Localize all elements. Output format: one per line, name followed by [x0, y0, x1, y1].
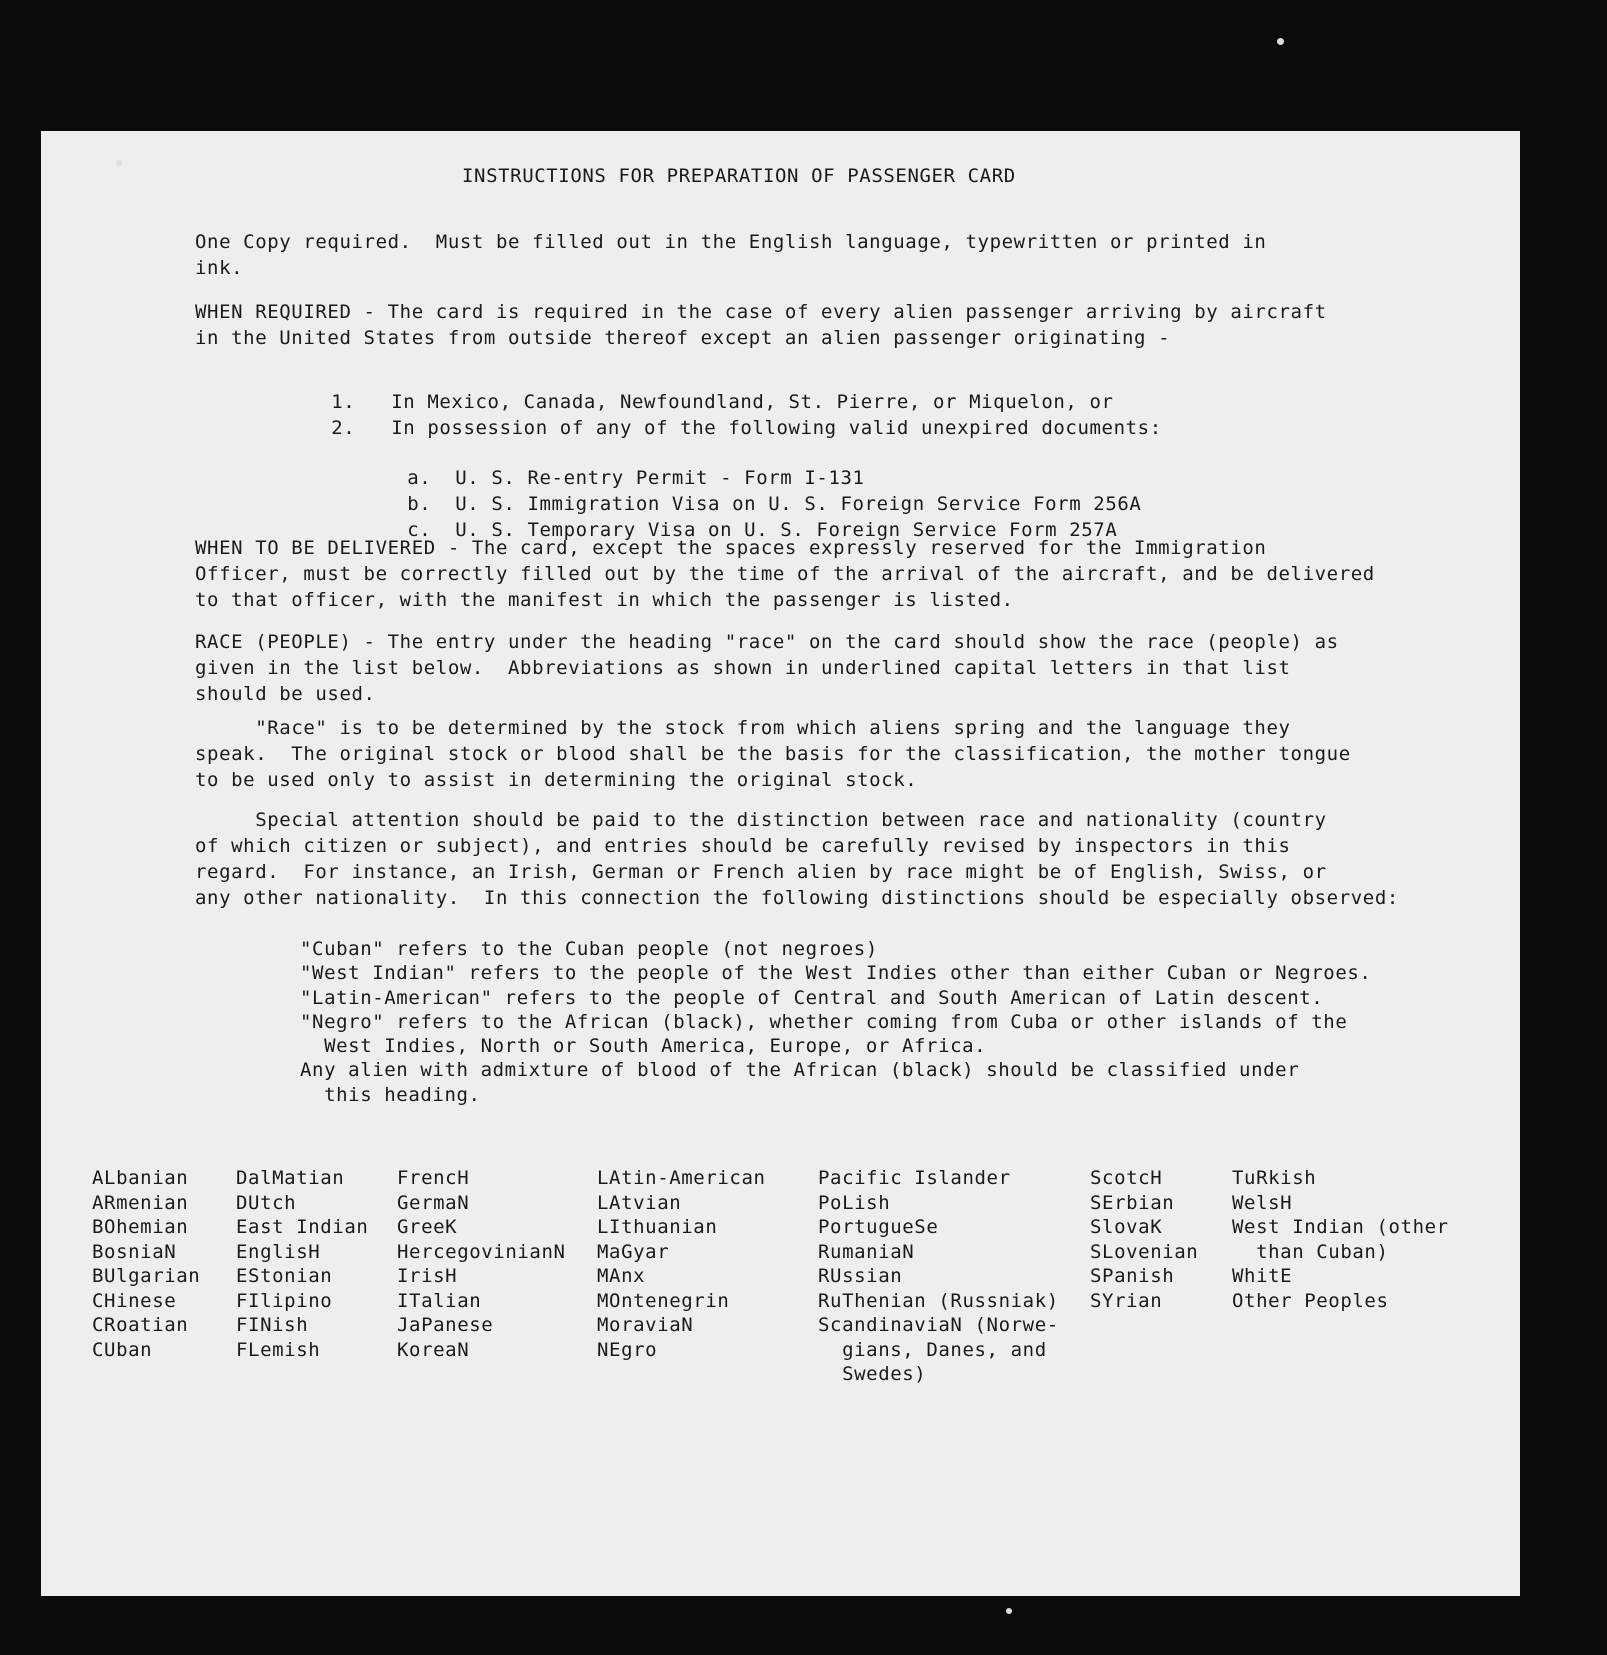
race-column-4: [597, 1166, 766, 1362]
race-item: MaGyar: [597, 1240, 670, 1263]
race-item: CUban: [92, 1338, 153, 1361]
race-item: FLemish: [236, 1338, 321, 1361]
scan-speck: [1006, 1608, 1012, 1614]
intro-paragraph: One Copy required. Must be filled out in the English language, typewritten or printed in ink.: [195, 231, 1267, 279]
document-item-letter: a.: [407, 467, 432, 489]
race-people-paragraph: RACE (PEOPLE) - The entry under the heading "race" on the card should show the race (people) as given in the list below. Abbreviations as shown in underlined capital letters in that list should be used.: [195, 631, 1339, 705]
when-delivered-paragraph: WHEN TO BE DELIVERED - The card, except the spaces expressly reserved for the Immigration Officer, must be correctly filled out by the time of the arrival of the aircraft, and be delivered to that officer, with the manifest in which the passenger is listed.: [195, 537, 1375, 611]
distinctions-list: "Cuban" refers to the Cuban people (not negroes) "West Indian" refers to the people of the West Indies other than either Cuban or Negroes. "Latin-American" refers to the people of Central and South American of Latin descent. "Negro" refers to the African (black), whether coming from Cuba or other islands of the West Indies, North or South America, Europe, or Africa. Any alien with admixture of blood of the African (black) should be classified under this heading.: [300, 938, 1372, 1106]
race-column-3: [397, 1166, 566, 1362]
race-item: PoLish: [818, 1191, 891, 1214]
race-column-6: [1090, 1166, 1198, 1313]
race-item: SLovenian: [1090, 1240, 1199, 1263]
originating-item-text: In possession of any of the following valid unexpired documents:: [391, 417, 1162, 439]
race-item: ScotcH: [1090, 1167, 1163, 1189]
race-item: DUtch: [236, 1191, 297, 1214]
race-item: NEgro: [597, 1338, 658, 1361]
race-column-2: [236, 1166, 368, 1362]
race-determined-paragraph: "Race" is to be determined by the stock from which aliens spring and the language they speak. The original stock or blood shall be the basis for the classification, the mother tongue to be used only to assist in determining the original stock.: [195, 717, 1351, 791]
race-item: FINish: [236, 1314, 309, 1336]
race-item: West Indian (other: [1232, 1216, 1449, 1238]
race-item: LAtin-American: [597, 1167, 766, 1189]
race-item: CRoatian: [92, 1314, 189, 1336]
document-item-text: U. S. Temporary Visa on U. S. Foreign Service Form 257A: [455, 519, 1118, 541]
originating-item-text: In Mexico, Canada, Newfoundland, St. Pierre, or Miquelon, or: [391, 391, 1114, 413]
race-item: SPanish: [1090, 1265, 1175, 1287]
race-item: TuRkish: [1232, 1167, 1317, 1189]
race-item: FrencH: [397, 1167, 470, 1189]
race-item: Other Peoples: [1232, 1289, 1389, 1312]
scan-speck: [116, 160, 122, 166]
document-item-text: U. S. Immigration Visa on U. S. Foreign Service Form 256A: [455, 493, 1142, 515]
race-column-1: [92, 1166, 200, 1362]
race-item: ALbanian: [92, 1167, 189, 1189]
special-attention-paragraph: Special attention should be paid to the distinction between race and nationality (country of which citizen or subject), and entries should be carefully revised by inspectors in this regard. For instance, an Irish, German or French alien by race might be of English, Swiss, or any other nationality. In this connection the following distinctions should be especially observed:: [195, 809, 1399, 909]
race-item: KoreaN: [397, 1338, 470, 1361]
scan-speck: [1277, 38, 1284, 45]
document-body: [41, 131, 1520, 1596]
race-item: RuThenian (Russniak): [818, 1289, 1059, 1312]
originating-item-number: 2.: [331, 417, 356, 439]
race-item: ScandinaviaN (Norwe-: [818, 1314, 1059, 1336]
document-item-text: U. S. Re-entry Permit - Form I-131: [455, 467, 865, 489]
race-item: Swedes): [818, 1363, 927, 1385]
race-item: RUssian: [818, 1265, 903, 1287]
page-title: INSTRUCTIONS FOR PREPARATION OF PASSENGER CARD: [462, 165, 1016, 187]
race-item: ITalian: [397, 1289, 482, 1312]
race-item: than Cuban): [1232, 1240, 1389, 1263]
race-item: BUlgarian: [92, 1265, 201, 1287]
race-item: RumaniaN: [818, 1240, 915, 1263]
race-item: LAtvian: [597, 1191, 682, 1214]
document-page: [41, 131, 1520, 1596]
race-item: Pacific Islander: [818, 1167, 1011, 1189]
race-item: HercegovinianN: [397, 1240, 566, 1263]
race-item: MoraviaN: [597, 1314, 694, 1336]
race-item: SlovaK: [1090, 1216, 1163, 1238]
race-item: PortugueSe: [818, 1216, 939, 1238]
race-item: BosniaN: [92, 1240, 177, 1263]
race-item: gians, Danes, and: [818, 1338, 1047, 1361]
document-item-letter: c.: [407, 519, 432, 541]
race-column-5: [818, 1166, 1059, 1387]
race-item: WhitE: [1232, 1265, 1293, 1287]
race-item: LIthuanian: [597, 1216, 718, 1238]
race-item: ARmenian: [92, 1191, 189, 1214]
race-item: CHinese: [92, 1289, 177, 1312]
race-item: SErbian: [1090, 1191, 1175, 1214]
race-item: East Indian: [236, 1216, 369, 1238]
race-item: IrisH: [397, 1265, 458, 1287]
document-item-letter: b.: [407, 493, 432, 515]
race-item: GreeK: [397, 1216, 458, 1238]
race-item: DalMatian: [236, 1167, 345, 1189]
race-item: WelsH: [1232, 1191, 1293, 1214]
race-item: MAnx: [597, 1265, 646, 1287]
race-item: EnglisH: [236, 1240, 321, 1263]
when-required-paragraph: WHEN REQUIRED - The card is required in the case of every alien passenger arriving by aircraft in the United States from outside thereof except an alien passenger originating -: [195, 301, 1327, 349]
race-item: SYrian: [1090, 1289, 1163, 1312]
race-item: EStonian: [236, 1265, 333, 1287]
race-item: MOntenegrin: [597, 1289, 730, 1312]
race-item: JaPanese: [397, 1314, 494, 1336]
race-item: FIlipino: [236, 1289, 333, 1312]
race-item: GermaN: [397, 1191, 470, 1214]
race-column-7: [1232, 1166, 1449, 1313]
originating-item-number: 1.: [331, 391, 356, 413]
race-item: BOhemian: [92, 1216, 189, 1238]
